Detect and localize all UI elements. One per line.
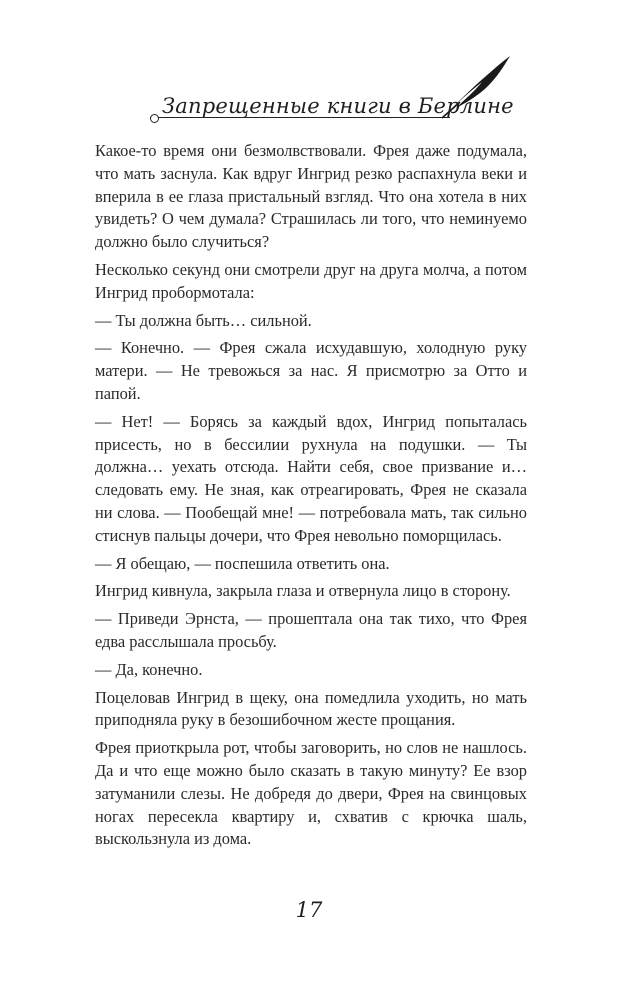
feather-quill-icon [438, 54, 514, 120]
paragraph-10: Поцеловав Ингрид в щеку, она помедлила уходить, но мать приподняла руку в безошибочном жесте прощания. [95, 687, 527, 730]
paragraph-5: — Нет! — Борясь за каждый вдох, Ингрид попыталась присесть, но в бессилии рухнула на подушки. — Ты должна… уехать отсюда. Найти себя, свое призвание и… следовать ему. Не зная, как отреагировать, Фрея не сказала ни слова. — Пообещай мне! — потребовала мать, так сильно стиснув пальцы дочери, что Фрея невольно поморщилась. [95, 411, 527, 545]
paragraph-1: Какое-то время они безмолвствовали. Фрея даже подумала, что мать заснула. Как вдруг Ингрид резко распахнула веки и вперила в ее глаза пристальный взгляд. Что она хотела в них увидеть? О чем думала? Страшилась ли того, что неминуемо должно было случиться? [95, 141, 527, 252]
paragraph-2: Несколько секунд они смотрели друг на друга молча, а потом Ингрид пробормотала: [95, 259, 527, 302]
paragraph-9: — Да, конечно. [95, 659, 203, 679]
body-text [95, 140, 527, 856]
paragraph-3: — Ты должна быть… сильной. [95, 310, 312, 330]
paragraph-8: — Приведи Эрнста, — прошептала она так тихо, что Фрея едва расслышала просьбу. [95, 609, 527, 651]
paragraph-11: Фрея приоткрыла рот, чтобы заговорить, но слов не нашлось. Да и что еще можно было сказать в такую минуту? Ее взор затуманили слезы. Не добредя до двери, Фрея на свинцовых ногах пересекла квартиру и, схватив с крючка шаль, выскользнула из дома. [95, 738, 527, 849]
paragraph-6: — Я обещаю, — поспешила ответить она. [95, 553, 390, 573]
page-number: 17 [295, 898, 323, 922]
running-header [150, 60, 514, 120]
paragraph-4: — Конечно. — Фрея сжала исхудавшую, холодную руку матери. — Не тревожься за нас. Я присмотрю за Отто и папой. [95, 338, 527, 403]
running-header-title: Запрещенные книги в Берлине [162, 94, 514, 118]
header-rule [150, 117, 450, 118]
paragraph-7: Ингрид кивнула, закрыла глаза и отвернула лицо в сторону. [95, 581, 511, 601]
